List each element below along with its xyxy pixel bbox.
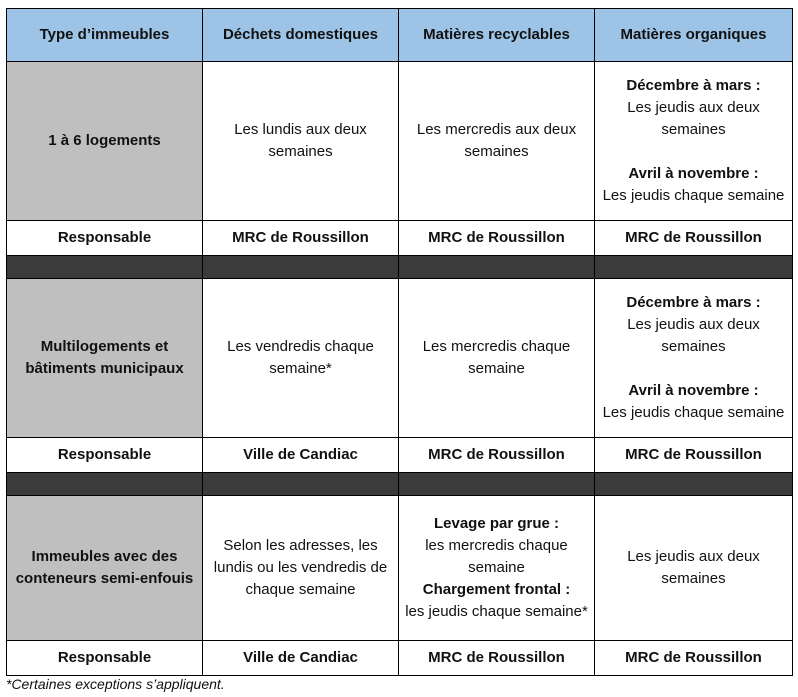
method-text: les jeudis chaque semaine* (405, 603, 588, 620)
responsable-value: MRC de Roussillon (595, 438, 793, 473)
responsable-row (7, 641, 793, 676)
period-text: Les jeudis chaque semaine (602, 187, 785, 204)
responsable-label: Responsable (7, 438, 203, 473)
period-text: Les jeudis aux deux semaines (627, 99, 760, 138)
separator-row (7, 256, 793, 279)
recyclable-cell: Les mercredis chaque semaine (399, 279, 595, 438)
responsable-value: Ville de Candiac (203, 641, 399, 676)
organic-cell (595, 62, 793, 221)
header-domestic-waste: Déchets domestiques (203, 9, 399, 62)
table-row (7, 279, 793, 438)
method-text: les mercredis chaque semaine (425, 537, 568, 576)
collection-schedule-table (6, 8, 793, 676)
period-label: Avril à novembre : (628, 165, 759, 182)
building-type-cell: 1 à 6 logements (7, 62, 203, 221)
method-label: Chargement frontal : (422, 581, 571, 598)
responsable-label: Responsable (7, 641, 203, 676)
responsable-label: Responsable (7, 221, 203, 256)
period-label: Avril à novembre : (628, 382, 759, 399)
period-text: Les jeudis chaque semaine (602, 404, 785, 421)
building-type-cell: Immeubles avec des conteneurs semi-enfouis (7, 496, 203, 641)
recyclable-cell (399, 496, 595, 641)
domestic-cell: Selon les adresses, les lundis ou les vendredis de chaque semaine (203, 496, 399, 641)
responsable-value: MRC de Roussillon (399, 221, 595, 256)
period-text: Les jeudis aux deux semaines (627, 316, 760, 355)
organic-cell: Les jeudis aux deux semaines (595, 496, 793, 641)
separator-row (7, 473, 793, 496)
table-row (7, 496, 793, 641)
responsable-value: MRC de Roussillon (399, 641, 595, 676)
responsable-value: Ville de Candiac (203, 438, 399, 473)
responsable-row (7, 438, 793, 473)
building-type-cell: Multilogements et bâtiments municipaux (7, 279, 203, 438)
responsable-value: MRC de Roussillon (595, 221, 793, 256)
header-organics: Matières organiques (595, 9, 793, 62)
header-row (7, 9, 793, 62)
period-label: Décembre à mars : (626, 77, 761, 94)
organic-cell (595, 279, 793, 438)
responsable-value: MRC de Roussillon (399, 438, 595, 473)
responsable-value: MRC de Roussillon (203, 221, 399, 256)
table-row (7, 62, 793, 221)
recyclable-cell: Les mercredis aux deux semaines (399, 62, 595, 221)
domestic-cell: Les lundis aux deux semaines (203, 62, 399, 221)
header-building-type: Type d’immeubles (7, 9, 203, 62)
responsable-value: MRC de Roussillon (595, 641, 793, 676)
method-label: Levage par grue : (433, 515, 560, 532)
domestic-cell: Les vendredis chaque semaine* (203, 279, 399, 438)
footnote: *Certaines exceptions s’appliquent. (6, 676, 225, 692)
period-label: Décembre à mars : (626, 294, 761, 311)
responsable-row (7, 221, 793, 256)
header-recyclables: Matières recyclables (399, 9, 595, 62)
